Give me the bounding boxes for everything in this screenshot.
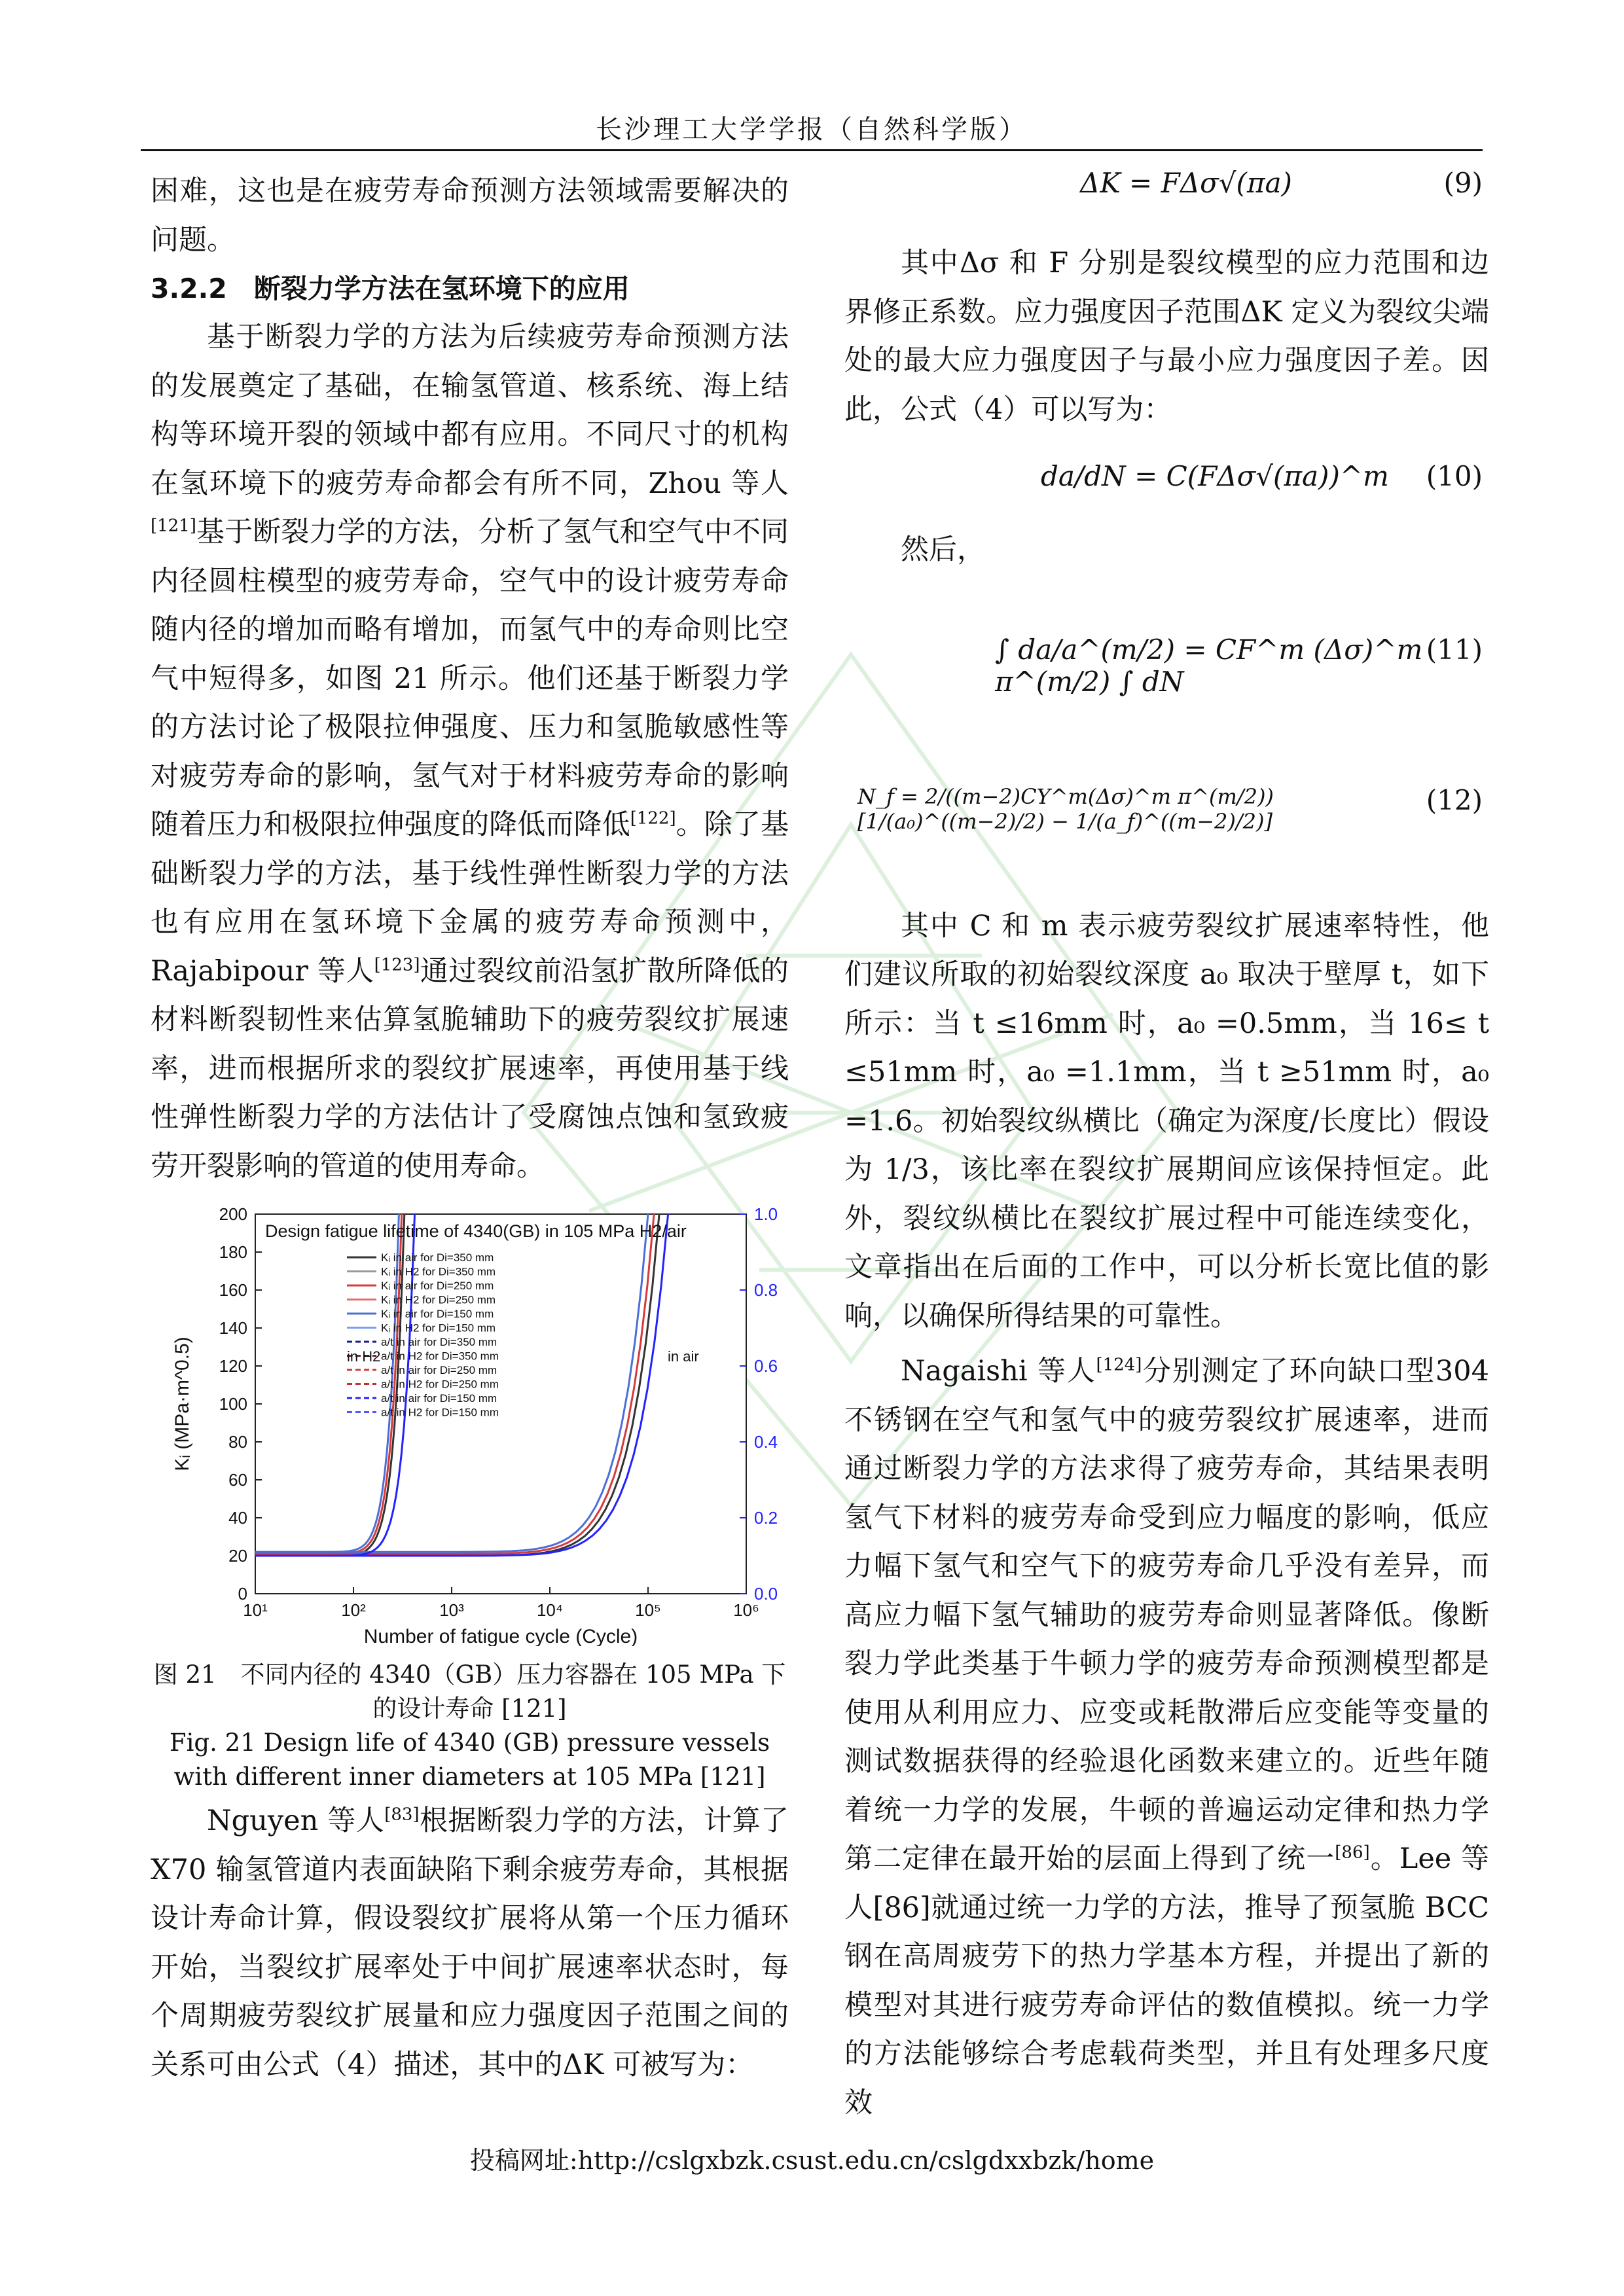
paragraph-nguyen	[151, 1797, 789, 2089]
x-tick-label: 10²	[341, 1600, 366, 1620]
equation-body: N_f = 2/((m−2)CY^m(Δσ)^m π^(m/2)) [1/(a₀)^((m−2)/2) − 1/(a_f)^((m−2)/2)]	[857, 783, 1274, 834]
legend-label: a/t in air for Di=250 mm	[381, 1364, 497, 1376]
legend-label: Kᵢ in air for Di=250 mm	[381, 1280, 494, 1292]
y-tick-label: 20	[228, 1546, 247, 1566]
text-segment: 。Lee 等人[86]就通过统一力学的方法，推导了预氢脆 BCC 钢在高周疲劳下的热力学基本方程，并提出了新的模型对其进行疲劳寿命评估的数值模拟。统一力学的方法能够综合考虑载荷类型，并且有处理多尺度效	[844, 1842, 1489, 2119]
y2-tick-label: 0.0	[754, 1584, 778, 1604]
equation-11	[844, 601, 1489, 719]
equation-10	[844, 447, 1489, 519]
citation: [122]	[630, 808, 676, 829]
annotation-h2: in H2	[347, 1348, 381, 1365]
y-tick-label: 40	[228, 1508, 247, 1528]
header-rule	[141, 149, 1483, 151]
x-tick-label: 10⁵	[635, 1600, 661, 1620]
legend-label: Kᵢ in H2 for Di=350 mm	[381, 1265, 496, 1278]
legend-label: a/t in H2 for Di=350 mm	[381, 1350, 499, 1363]
text-segment: Nguyen 等人	[207, 1804, 385, 1837]
y2-tick-label: 0.8	[754, 1280, 778, 1300]
paragraph-intro: 困难，这也是在疲劳寿命预测方法领域需要解决的问题。	[151, 175, 789, 257]
equation-12	[844, 745, 1489, 876]
legend-label: Kᵢ in H2 for Di=250 mm	[381, 1293, 496, 1306]
x-tick-label: 10⁶	[733, 1600, 759, 1620]
y2-tick-label: 0.6	[754, 1356, 778, 1376]
y-tick-label: 160	[219, 1280, 247, 1300]
x-tick-label: 10¹	[243, 1600, 268, 1620]
equation-number: (12)	[1426, 783, 1483, 816]
citation: [83]	[384, 1804, 420, 1825]
figure-21	[151, 1201, 789, 1649]
text-segment: 。除了基础断裂力学的方法，基于线性弹性断裂力学的方法也有应用在氢环境下金属的疲劳寿命预测中，Rajabipour 等人	[151, 808, 789, 988]
citation: [123]	[374, 955, 420, 975]
section-heading: 3.2.2 断裂力学方法在氢环境下的应用	[151, 273, 630, 304]
y-tick-label: 60	[228, 1470, 247, 1490]
text-segment: 分别测定了环向缺口型304 不锈钢在空气和氢气中的疲劳裂纹扩展速率，进而通过断裂力学的方法求得了疲劳寿命，其结果表明氢气下材料的疲劳寿命受到应力幅度的影响，低应力幅下氢气和空气下的疲劳寿命几乎没有差异，而高应力幅下氢气辅助的疲劳寿命则显著降低。像断裂力学此类基于牛顿力学的疲劳寿命预测模型都是使用从利用应力、应变或耗散滞后应变能等变量的测试数据获得的经验退化函数来建立的。近些年随着统一力学的发展，牛顿的普遍运动定律和热力学第二定律在最开始的层面上得到了统一	[844, 1355, 1490, 1875]
submission-url: 投稿网址:http://cslgxbzk.csust.edu.cn/cslgdxxbzk/home	[469, 2146, 1155, 2175]
x-tick-label: 10³	[439, 1600, 464, 1620]
annotation-air: in air	[668, 1348, 699, 1365]
y2-tick-label: 0.2	[754, 1508, 778, 1528]
text-segment: 基于断裂力学的方法为后续疲劳寿命预测方法的发展奠定了基础，在输氢管道、核系统、海上结构等环境开裂的领域中都有应用。不同尺寸的机构在氢环境下的疲劳寿命都会有所不同，Zhou 等人	[151, 321, 789, 500]
text-segment: 通过裂纹前沿氢扩散所降低的材料断裂韧性来估算氢脆辅助下的疲劳裂纹扩展速率，进而根据所求的裂纹扩展速率，再使用基于线性弹性断裂力学的方法估计了受腐蚀点蚀和氢致疲劳开裂影响的管道的使用寿命。	[151, 954, 789, 1183]
figure-caption-en: Fig. 21 Design life of 4340 (GB) pressure vessels with different inner diameters at 105 MPa [121]	[169, 1729, 770, 1791]
citation: [121]	[151, 516, 196, 536]
legend-label: a/t in H2 for Di=150 mm	[381, 1406, 499, 1419]
journal-header: 长沙理工大学学报（自然科学版）	[596, 115, 1028, 145]
y-tick-label: 200	[219, 1204, 247, 1224]
paragraph-then: 然后，	[901, 533, 985, 566]
left-column	[151, 167, 789, 2089]
chart-title: Design fatigue lifetime of 4340(GB) in 105 MPa H2/air	[265, 1221, 687, 1241]
x-tick-label: 10⁴	[536, 1600, 564, 1620]
y2-tick-label: 0.4	[754, 1432, 778, 1452]
paragraph-nagaishi	[844, 1347, 1489, 2127]
y-tick-label: 140	[219, 1318, 247, 1338]
y-tick-label: 180	[219, 1242, 247, 1262]
paragraph-delta-sigma: 其中Δσ 和 F 分别是裂纹模型的应力范围和边界修正系数。应力强度因子范围ΔK 定义为裂纹尖端处的最大应力强度因子与最小应力强度因子差。因此，公式（4）可以写为：	[844, 247, 1489, 426]
text-segment: 基于断裂力学的方法，分析了氢气和空气中不同内径圆柱模型的疲劳寿命，空气中的设计疲劳寿命随内径的增加而略有增加，而氢气中的寿命则比空气中短得多，如图 21 所示。他们还基于断裂力学的方法讨论了极限拉伸强度、压力和氢脆敏感性等对疲劳寿命的影响，氢气对于材料疲劳寿命的影响随着压力和极限拉伸强度的降低而降低	[151, 516, 789, 841]
text-segment: 根据断裂力学的方法，计算了 X70 输氢管道内表面缺陷下剩余疲劳寿命，其根据设计寿命计算，假设裂纹扩展将从第一个压力循环开始，当裂纹扩展率处于中间扩展速率状态时，每个周期疲劳裂纹扩展量和应力强度因子范围之间的关系可由公式（4）描述，其中的ΔK 可被写为：	[151, 1804, 789, 2081]
y-tick-label: 0	[238, 1584, 247, 1604]
legend-label: a/t in H2 for Di=250 mm	[381, 1378, 499, 1391]
right-column	[844, 167, 1489, 2127]
legend-label: Kᵢ in air for Di=150 mm	[381, 1308, 494, 1320]
equation-body: ΔK = FΔσ√(πa)	[1080, 167, 1292, 199]
figure-caption-cn: 图 21 不同内径的 4340（GB）压力容器在 105 MPa 下的设计寿命 [121]	[153, 1660, 786, 1723]
y-tick-label: 100	[219, 1394, 247, 1414]
text-segment: Nagaishi 等人	[901, 1355, 1096, 1388]
equation-9	[844, 167, 1489, 226]
citation: [124]	[1096, 1355, 1142, 1375]
equation-body: da/dN = C(FΔσ√(πa))^m	[1041, 460, 1389, 492]
equation-body: ∫ da/a^(m/2) = CF^m (Δσ)^m π^(m/2) ∫ dN	[995, 633, 1423, 698]
legend-label: a/t in air for Di=350 mm	[381, 1336, 497, 1348]
equation-number: (10)	[1426, 460, 1483, 492]
y-axis-label: Kᵢ (MPa·m^0.5)	[171, 1336, 193, 1471]
y2-tick-label: 1.0	[754, 1204, 778, 1224]
paragraph-crack-params: 其中 C 和 m 表示疲劳裂纹扩展速率特性，他们建议所取的初始裂纹深度 a₀ 取决于壁厚 t，如下所示：当 t ≤16mm 时，a₀ =0.5mm，当 16≤ t ≤51mm 时，a₀ =1.1mm，当 t ≥51mm 时，a₀ =1.6。初始裂纹纵横比（确定为深度/长度比）假设为 1/3，该比率在裂纹扩展期间应该保持恒定。此外，裂纹纵横比在裂纹扩展过程中可能连续变化，文章指出在后面的工作中，可以分析长宽比值的影响，以确保所得结果的可靠性。	[844, 909, 1489, 1333]
y-tick-label: 80	[228, 1432, 247, 1452]
paragraph-main	[151, 313, 789, 1191]
equation-number: (11)	[1426, 633, 1483, 666]
plot-frame	[255, 1214, 746, 1594]
legend-label: Kᵢ in air for Di=350 mm	[381, 1251, 494, 1264]
legend-label: a/t in air for Di=150 mm	[381, 1392, 497, 1405]
legend-label: Kᵢ in H2 for Di=150 mm	[381, 1321, 496, 1335]
equation-number: (9)	[1443, 167, 1483, 199]
x-axis-label: Number of fatigue cycle (Cycle)	[363, 1626, 638, 1646]
citation: [86]	[1335, 1842, 1370, 1863]
y-tick-label: 120	[219, 1356, 247, 1376]
fatigue-life-chart	[151, 1201, 789, 1646]
